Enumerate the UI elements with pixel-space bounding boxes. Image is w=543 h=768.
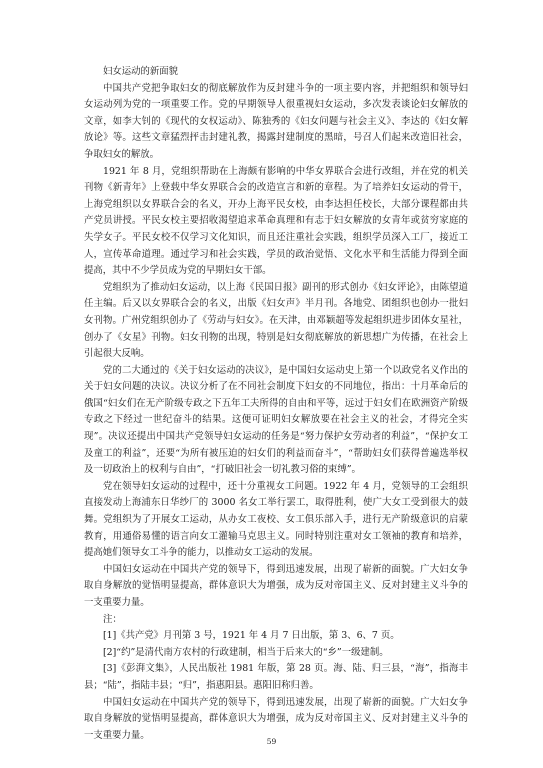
- paragraph-1: 中国共产党把争取妇女的彻底解放作为反封建斗争的一项主要内容，并把组织和领导妇女运动列为党的一项重要工作。党的早期领导人很重视妇女运动，多次发表谈论妇女解放的文章，如李大钊的《现代的女权运动》、陈独秀的《妇女问题与社会主义》、李达的《妇女解放论》等。这些文章猛烈抨击封建礼教，揭露封建制度的黑暗，号召人们起来改造旧社会，争取妇女的解放。: [84, 82, 468, 160]
- footnote-3: [3]《彭湃文集》，人民出版社 1981 年版，第 28 页。海、陆、归三县，“海”，指海丰县；“陆”，指陆丰县；“归”，指惠阳县。惠阳旧称归善。: [84, 663, 468, 691]
- footnote-2: [2]“约”是清代南方农村的行政建制，相当于后来大的“乡”一级建制。: [103, 646, 389, 658]
- document-body: [84, 64, 468, 744]
- footnote-1: [1]《共产党》月刊第 3 号，1921 年 4 月 7 日出版，第 3、6、7 页。: [103, 630, 400, 642]
- paragraph-6: 中国妇女运动在中国共产党的领导下，得到迅速发展，出现了崭新的面貌。广大妇女争取自身解放的觉悟明显提高，群体意识大为增强，成为反对帝国主义、反对封建主义斗争的一支重要力量。: [84, 563, 468, 608]
- section-title: 妇女运动的新面貌: [103, 66, 179, 77]
- paragraph-4: 党的二大通过的《关于妇女运动的决议》，是中国妇女运动史上第一个以政党名义作出的关于妇女问题的决议。决议分析了在不同社会制度下妇女的不同地位，指出：十月革命后的俄国“妇女们在无产阶级专政之下五年工夫所得的自由和平等，远过于妇女们在欧洲资产阶级专政之下经过一世纪奋斗的结果。这便可证明妇女解放要在社会主义的社会，才得完全实现”。决议还提出中国共产党领导妇女运动的任务是“努力保护女劳动者的利益”，“保护女工及童工的利益”，还要“为所有被压迫的妇女们的利益而奋斗”，“帮助妇女们获得普遍选举权及一切政治上的权利与自由”，“打破旧社会一切礼教习俗的束缚”。: [84, 364, 468, 476]
- paragraph-3: 党组织为了推动妇女运动，以上海《民国日报》副刊的形式创办《妇女评论》，由陈望道任主编。后又以女界联合会的名义，出版《妇女声》半月刊。各地党、团组织也创办一批妇女刊物。广州党组织创办了《劳动与妇女》。在天津，由邓颖超等发起组织进步团体女星社，创办了《女星》刊物。妇女刊物的出现，特别是妇女彻底解放的新思想广为传播，在社会上引起很大反响。: [84, 281, 468, 360]
- page-number: 59: [266, 737, 277, 746]
- closing-paragraph: 中国妇女运动在中国共产党的领导下，得到迅速发展，出现了崭新的面貌。广大妇女争取自身解放的觉悟明显提高，群体意识大为增强，成为反对帝国主义、反对封建主义斗争的一支重要力量。: [84, 696, 468, 741]
- paragraph-5: 党在领导妇女运动的过程中，还十分重视女工问题。1922 年 4 月，党领导的工会组织直接发动上海浦东日华纱厂的 3000 名女工举行罢工，取得胜利，使广大女工受到很大的鼓舞。党组织为了开展女工运动，从办女工夜校、女工俱乐部入手，进行无产阶级意识的启蒙教育，用通俗易懂的语言向女工灌输马克思主义。同时特别注重对女工领袖的教育和培养，提高她们领导女工斗争的能力，以推动女工运动的发展。: [84, 480, 468, 559]
- paragraph-2: 1921 年 8 月，党组织帮助在上海颇有影响的中华女界联合会进行改组，并在党的机关刊物《新青年》上登载中华女界联合会的改造宣言和新的章程。为了培养妇女运动的骨干，上海党组织以女界联合会的名义，开办上海平民女校，由李达担任校长，大部分课程都由共产党员讲授。平民女校主要招收渴望追求革命真理和有志于妇女解放的女青年或贫穷家庭的失学女子。平民女校不仅学习文化知识，而且还注重社会实践，组织学员深入工厂，接近工人，宣传革命道理。通过学习和社会实践，学员的政治觉悟、文化水平和生活能力得到全面提高，其中不少学员成为党的早期妇女干部。: [84, 165, 468, 277]
- notes-label: 注：: [103, 613, 122, 625]
